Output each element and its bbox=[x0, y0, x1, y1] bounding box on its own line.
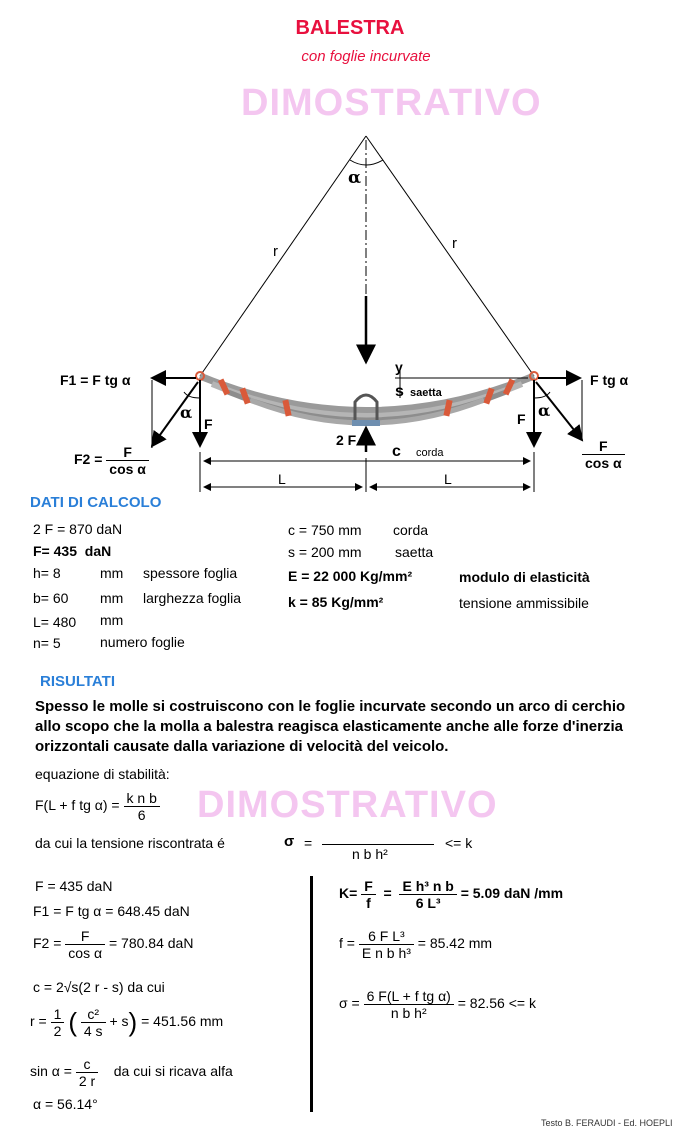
f2-label-left: F2 = $\frac{F}{\text{cos α}}$ bbox=[74, 444, 149, 477]
l-label-right: L bbox=[444, 471, 452, 487]
c-label: c bbox=[392, 443, 401, 460]
risultati-line-2: allo scopo che la molla a balestra reagisca elasticamente anche alle forze d'inerzia bbox=[35, 718, 623, 735]
dati-row-b-desc: larghezza foglia bbox=[143, 590, 242, 606]
leaf-spring-diagram bbox=[0, 0, 700, 500]
r-label-right: r bbox=[452, 235, 457, 252]
stability-label: equazione di stabilità: bbox=[35, 766, 170, 782]
spring-leaf-1 bbox=[200, 376, 534, 411]
dati-row-s-desc: saetta bbox=[395, 544, 434, 560]
watermark-middle: DIMOSTRATIVO bbox=[197, 784, 498, 826]
dati-row-f: F= 435 daN bbox=[33, 543, 112, 559]
s-label: s bbox=[395, 383, 404, 400]
radius-line-right bbox=[366, 136, 534, 376]
risultati-line-1: Spesso le molle si costruiscono con le foglie incurvate secondo un arco di cerchio bbox=[35, 698, 626, 715]
f-label-left: F bbox=[204, 416, 213, 432]
tension-fraction-bar bbox=[322, 844, 434, 845]
dati-row-h-unit: mm bbox=[100, 565, 124, 581]
f-tg-alpha-label: F tg α bbox=[590, 372, 629, 388]
stability-equation: F(L + f tg α) = $\frac{\text{k n b}}{6}$ bbox=[35, 790, 160, 823]
result-sigma: σ = $\frac{\text{6 F(L + f tg α)}}{\text{n b h²}}$ = 82.56 <= k bbox=[339, 988, 536, 1021]
result-k: K= $\frac{F}{f}$ = $\frac{\text{E h³ n b}}{\text{6 L³}}$ = 5.09 daN /mm bbox=[339, 878, 564, 911]
f-label-right: F bbox=[517, 411, 526, 427]
center-plate bbox=[352, 420, 380, 426]
radius-line-left bbox=[200, 136, 366, 376]
dati-row-2f: 2 F = 870 daN bbox=[33, 521, 123, 537]
result-f-deflection: f = $\frac{\text{6 F L³}}{\text{E n b h³}}$ = 85.42 mm bbox=[339, 928, 493, 961]
dati-row-e: E = 22 000 Kg/mm² bbox=[288, 568, 413, 584]
corda-label: corda bbox=[416, 447, 444, 459]
dati-row-n: n= 5 bbox=[33, 635, 61, 651]
page-title: BALESTRA bbox=[295, 17, 405, 39]
f2-label-right: $\frac{F}{\text{cos α}}$ bbox=[582, 438, 625, 471]
r-label-left: r bbox=[273, 243, 278, 260]
dati-row-e-desc: modulo di elasticità bbox=[459, 569, 590, 585]
tension-equals: = bbox=[304, 835, 313, 851]
tension-sigma: σ bbox=[284, 833, 295, 850]
dati-row-s: s = 200 mm bbox=[288, 544, 362, 560]
risultati-line-3: orizzontali causate dalla variazione di velocità del veicolo. bbox=[35, 738, 449, 755]
dati-row-k-desc: tensione ammissibile bbox=[459, 595, 589, 611]
saetta-label: saetta bbox=[410, 387, 442, 399]
result-c: c = 2√s(2 r - s) da cui bbox=[33, 979, 165, 995]
result-alpha: α = 56.14° bbox=[33, 1096, 98, 1112]
left-alpha: α bbox=[180, 403, 193, 422]
credit-text: Testo B. FERAUDI - Ed. HOEPLI bbox=[541, 1118, 673, 1128]
dati-heading: DATI DI CALCOLO bbox=[30, 494, 162, 511]
column-divider bbox=[310, 876, 313, 1112]
right-alpha: α bbox=[538, 401, 551, 420]
two-f-label: 2 F bbox=[336, 432, 357, 448]
f1-label: F1 = F tg α bbox=[60, 372, 131, 388]
l-label-left: L bbox=[278, 471, 286, 487]
y-label: y bbox=[395, 359, 403, 375]
dati-row-c: c = 750 mm bbox=[288, 522, 362, 538]
result-f1: F1 = F tg α = 648.45 daN bbox=[33, 903, 190, 919]
dati-row-k: k = 85 Kg/mm² bbox=[288, 594, 384, 610]
dati-row-l: L= 480 bbox=[33, 614, 77, 630]
watermark-top: DIMOSTRATIVO bbox=[241, 82, 542, 124]
dati-row-l-unit: mm bbox=[100, 612, 124, 628]
tension-le-k: <= k bbox=[445, 835, 473, 851]
tension-denominator: n b h² bbox=[352, 846, 388, 862]
tension-text: da cui la tensione riscontrata é bbox=[35, 835, 225, 851]
dati-row-b-unit: mm bbox=[100, 590, 124, 606]
result-sin: sin α = $\frac{c}{2 r}$ da cui si ricava alfa bbox=[30, 1056, 233, 1089]
result-r: r = $\frac{1}{2}$ ( $\frac{\text{c²}}{4 s}$ + s) = 451.56 mm bbox=[30, 1006, 224, 1039]
dati-row-h-desc: spessore foglia bbox=[143, 565, 238, 581]
risultati-heading: RISULTATI bbox=[40, 673, 115, 690]
dati-row-c-desc: corda bbox=[393, 522, 429, 538]
page-subtitle: con foglie incurvate bbox=[301, 48, 431, 65]
apex-alpha: α bbox=[348, 168, 362, 188]
result-f2: F2 = $\frac{F}{\text{cos α}}$ = 780.84 daN bbox=[33, 928, 194, 961]
dati-row-b: b= 60 bbox=[33, 590, 69, 606]
dati-row-h: h= 8 bbox=[33, 565, 61, 581]
dati-row-n-desc: numero foglie bbox=[100, 634, 185, 650]
result-f: F = 435 daN bbox=[35, 878, 113, 894]
